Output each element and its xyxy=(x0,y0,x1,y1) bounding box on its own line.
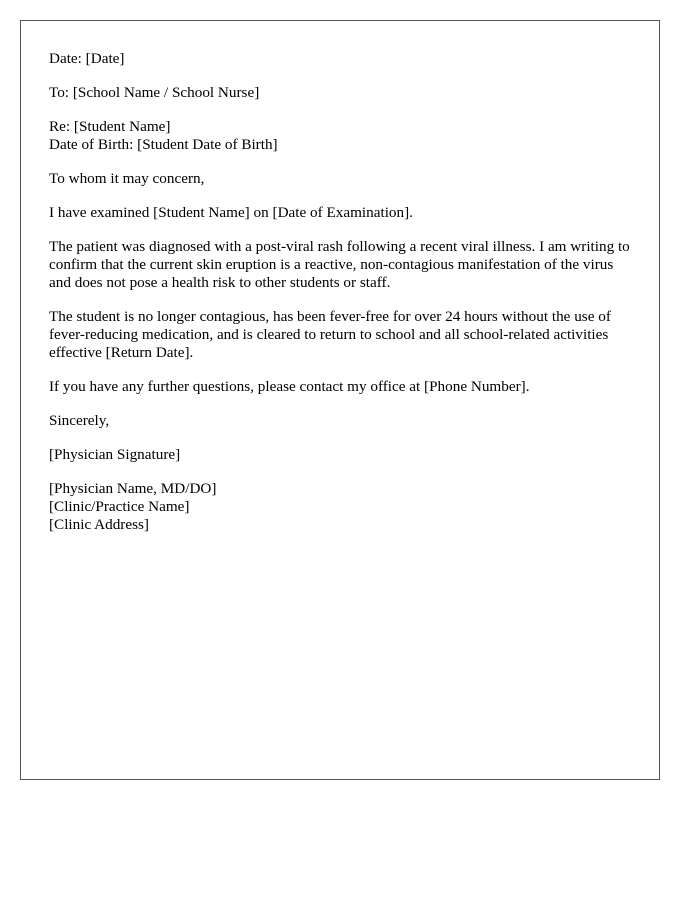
recipient-line: To: [School Name / School Nurse] xyxy=(49,84,260,101)
clinic-address: [Clinic Address] xyxy=(49,516,149,533)
diagnosis-paragraph: The patient was diagnosed with a post-viral rash following a recent viral illness. I am writing to confirm that the current skin eruption is a reactive, non-contagious manifestation of the virus and does not pose a health risk to other students or staff. xyxy=(49,238,630,291)
physician-block xyxy=(49,480,633,534)
physician-name: [Physician Name, MD/DO] xyxy=(49,480,217,497)
clinic-name: [Clinic/Practice Name] xyxy=(49,498,190,515)
closing: Sincerely, xyxy=(49,412,110,429)
letter-page xyxy=(20,20,660,780)
date-line: Date: [Date] xyxy=(49,50,125,67)
subject-block xyxy=(49,118,633,154)
salutation: To whom it may concern, xyxy=(49,170,205,187)
dob-line: Date of Birth: [Student Date of Birth] xyxy=(49,136,278,153)
examination-paragraph: I have examined [Student Name] on [Date of Examination]. xyxy=(49,204,413,221)
re-line: Re: [Student Name] xyxy=(49,118,171,135)
letter-body xyxy=(49,50,633,550)
clearance-paragraph: The student is no longer contagious, has been fever-free for over 24 hours without the use of fever-reducing medication, and is cleared to return to school and all school-related activities effective [Return Date]. xyxy=(49,308,611,361)
signature-placeholder: [Physician Signature] xyxy=(49,446,181,463)
contact-paragraph: If you have any further questions, please contact my office at [Phone Number]. xyxy=(49,378,530,395)
